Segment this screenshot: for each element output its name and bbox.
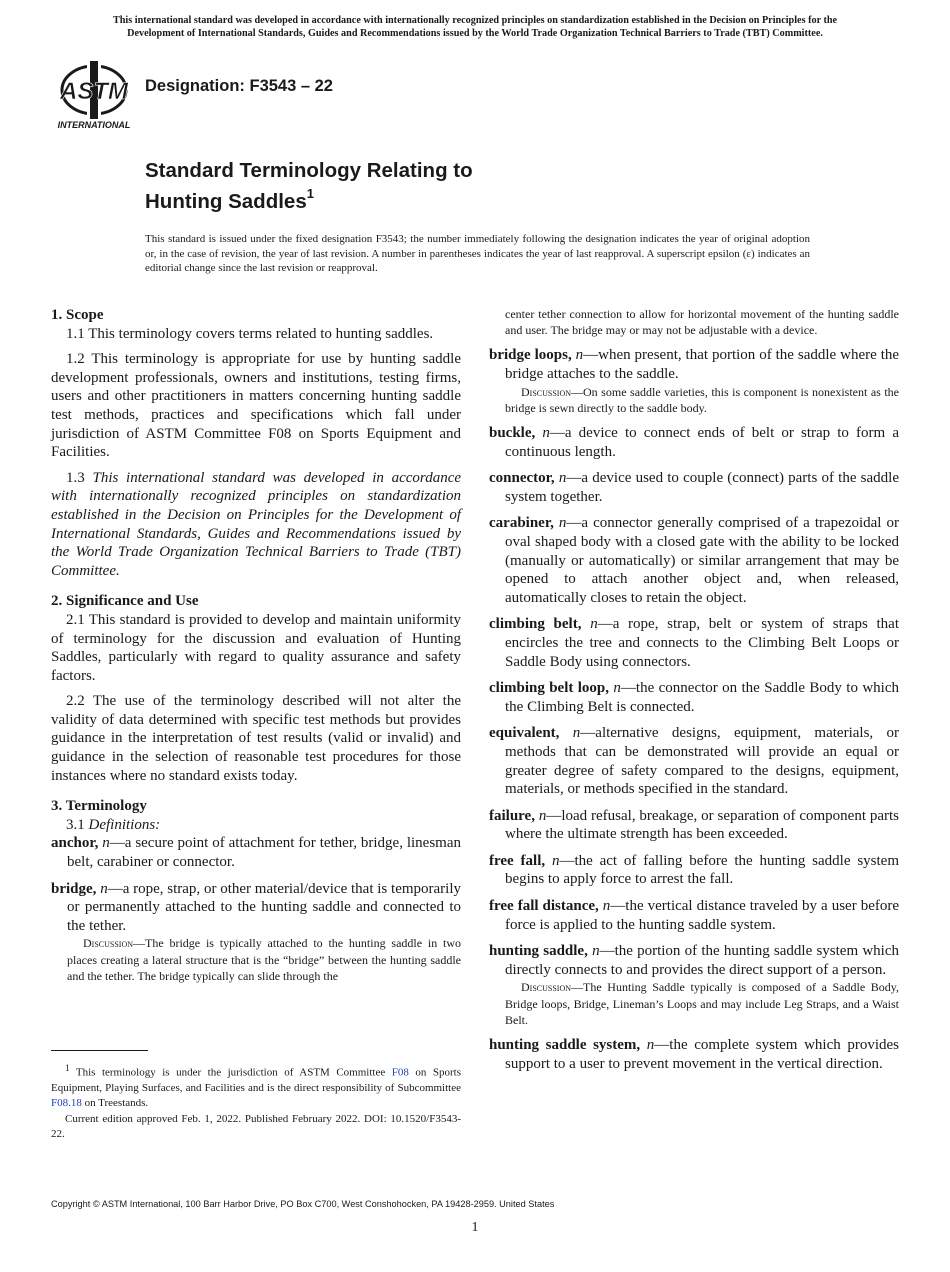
term-free-fall-word: free fall, [489,852,546,869]
term-free-fall-distance [489,897,899,934]
term-failure-pos: n [538,807,547,824]
term-connector-word: connector, [489,470,555,487]
para-2-2: 2.2 The use of the terminology described will not alter the validity of data determined with specific test methods but provides guidance in the interpretation of test results (valid or invalid) and guidance in the selection of reasonable test procedures for those instances where no standard exists today. [51,693,461,784]
title-line1: Standard Terminology Relating to [145,159,473,182]
term-free-fall-def: —the act of falling before the hunting saddle system begins to apply force to arrest the fall. [505,852,900,888]
title-line2 [145,183,473,214]
term-carabiner [489,514,899,607]
term-bridge-loops-word: bridge loops, [489,347,572,364]
term-connector-def: —a device used to couple (connect) parts of the saddle system together. [505,470,900,505]
logo-subtext: INTERNATIONAL [57,120,131,130]
term-carabiner-def: —a connector generally comprised of a trapezoidal or oval shaped body with a closed gate with the ability to be locked (manually or automatically) or similar arrangement that may be opened to attach another object and, when released, automatically closes to retain the object. [505,515,900,606]
page-number: 1 [471,1220,479,1235]
hunting-saddle-discussion [489,979,899,1028]
bridge-loops-discussion-text: —On some saddle varieties, this is component is nonexistent as the bridge is sewn directly to the saddle body. [505,384,899,415]
para-2-1: 2.1 This standard is provided to develop and maintain uniformity of terminology for the discussion and evaluation of Hunting Saddles, particularly with regard to quality assurance and safety factors. [51,611,461,684]
term-bridge-word: bridge, [51,880,97,897]
para-1-3-text: This international standard was developed in accordance with internationally recognized principles on standardization established in the Decision on Principles for the Development of International Standards, Guides and Recommendations issued by the World Trade Organization Technical Barriers to Trade (TBT) Committee. [51,469,462,579]
term-climbing-belt [489,615,899,671]
footnote-1-text-b: on Sports Equipment, Playing Surfaces, and Facilities and is the direct responsibility of Subcommittee [51,1066,461,1095]
term-failure [489,807,899,844]
term-anchor-def: —a secure point of attachment for tether, bridge, linesman belt, carabiner or connector. [67,835,461,871]
para-3-1-text: Definitions: [88,816,161,833]
para-1-3-number: 1.3 [66,469,85,486]
tbt-notice-line2: Development of International Standards, Guides and Recommendations issued by the World Trade Organization Technical Barriers to Trade (TBT) Committee. [127,27,823,39]
footnote-edition: Current edition approved Feb. 1, 2022. Published February 2022. DOI: 10.1520/F3543-22. [51,1112,461,1141]
link-f08-18[interactable]: F08.18 [51,1097,82,1110]
bridge-loops-discussion-label: Discussion [521,384,572,399]
term-climbing-belt-def: —a rope, strap, belt or system of straps that encircles the tree and connects to the Climbing Belt Loops or Saddle Body using connectors. [505,616,899,670]
bridge-discussion-continued: center tether connection to allow for horizontal movement of the hunting saddle and user. The bridge may or may not be adjustable with a device. [505,307,899,338]
term-hunting-saddle-system [489,1036,899,1073]
bridge-discussion [51,935,461,984]
term-buckle-word: buckle, [489,425,536,441]
term-equivalent-def: —alternative designs, equipment, materials, or methods that can be demonstrated will provide an equal or greater degree of safety compared to the designs, equipment, materials, or methods specified in the standard. [505,725,899,798]
term-connector-pos: n [558,470,567,487]
footnote [51,1061,461,1143]
term-free-fall-distance-def: —the vertical distance traveled by a user before force is applied to the hunting saddle system. [505,898,900,933]
term-anchor [51,834,461,871]
footnote-divider [51,1050,148,1051]
section-2-heading: 2. Significance and Use [51,593,199,610]
term-buckle-def: —a device to connect ends of belt or strap to form a continuous length. [505,425,899,460]
para-3-1 [51,816,461,835]
term-hunting-saddle-system-word: hunting saddle system, [489,1037,641,1054]
term-free-fall-pos: n [551,852,560,869]
term-anchor-pos: n [102,835,110,852]
term-free-fall [489,852,899,889]
term-bridge-loops-def: —when present, that portion of the saddle where the bridge attaches to the saddle. [505,347,900,382]
term-climbing-belt-pos: n [590,616,598,633]
term-failure-def: —load refusal, breakage, or separation of component parts where the ultimate strength has been exceeded. [505,807,900,843]
footnote-1-text-a: This terminology is under the jurisdiction of ASTM Committee [69,1066,392,1079]
right-column [489,306,899,1081]
title-line2-text: Hunting Saddles [145,189,307,213]
footnote-1 [51,1061,461,1112]
term-hunting-saddle-system-def: —the complete system which provides support to a user to prevent movement in the vertical direction. [505,1037,899,1072]
bridge-discussion-label: Discussion [83,936,134,951]
bridge-loops-discussion [489,384,899,416]
page-title [145,158,473,214]
left-column [51,306,461,990]
logo-text: ASTM [60,78,128,105]
term-carabiner-word: carabiner, [489,515,554,532]
tbt-notice [40,15,910,40]
term-connector [489,469,899,506]
term-failure-word: failure, [489,807,535,824]
footnote-1-mark: 1 [65,1063,70,1073]
term-climbing-belt-loop [489,679,899,716]
link-f08[interactable]: F08 [391,1066,409,1079]
term-hunting-saddle-def: —the portion of the hunting saddle system which directly connects to and provides the direct support of a person. [505,943,899,978]
term-carabiner-pos: n [558,515,567,532]
hunting-saddle-discussion-label: Discussion [521,980,572,995]
term-climbing-belt-loop-word: climbing belt loop, [489,680,610,697]
term-climbing-belt-loop-pos: n [613,680,621,697]
para-3-1-number: 3.1 [66,816,85,833]
term-climbing-belt-word: climbing belt, [489,616,582,633]
designation: Designation: F3543 – 22 [145,77,333,95]
term-bridge-def: —a rope, strap, or other material/device that is temporarily or permanently attached to the hunting saddle and connected to the tether. [67,880,462,934]
hunting-saddle-discussion-text: —The Hunting Saddle typically is composed of a Saddle Body, Bridge loops, Bridge, Lineman’s Loops and may include Leg Straps, and a Waist Belt. [505,980,899,1027]
term-bridge [51,880,461,936]
para-1-1: 1.1 This terminology covers terms related to hunting saddles. [66,325,434,342]
term-hunting-saddle-word: hunting saddle, [489,943,588,960]
term-bridge-loops [489,346,899,383]
term-buckle-pos: n [542,425,550,441]
para-1-3 [51,469,461,581]
issued-note: This standard is issued under the fixed designation F3543; the number immediately following the designation indicates the year of original adoption or, in the case of revision, the year of last revision. A number in parentheses indicates the year of last reapproval. A superscript epsilon (ε) indicates an editorial change since the last revision or reapproval. [145,233,810,275]
bridge-discussion-text: —The bridge is typically attached to the hunting saddle in two places creating a lateral structure that is the “bridge” between the hunting saddle and the tether. The bridge typically can slide through the [67,936,461,983]
term-anchor-word: anchor, [51,835,99,852]
tbt-notice-line1: This international standard was developed in accordance with internationally recognized principles on standardization established in the Decision on Principles for the [112,15,838,26]
astm-logo-icon [54,57,134,131]
term-equivalent-word: equivalent, [489,725,560,742]
term-free-fall-distance-pos: n [602,898,611,915]
section-3-heading: 3. Terminology [51,798,147,815]
term-bridge-pos: n [100,880,108,897]
term-free-fall-distance-word: free fall distance, [489,898,599,915]
copyright: Copyright © ASTM International, 100 Barr Harbor Drive, PO Box C700, West Conshohocken, PA 19428-2959. United States [51,1199,555,1209]
term-equivalent-pos: n [572,725,581,742]
title-footnote-mark: 1 [306,186,314,201]
term-buckle [489,424,899,461]
term-climbing-belt-loop-def: —the connector on the Saddle Body to which the Climbing Belt is connected. [505,680,900,715]
footnote-1-text-c: on Treestands. [81,1097,149,1110]
term-hunting-saddle [489,942,899,979]
section-1-heading: 1. Scope [51,307,104,323]
term-bridge-loops-pos: n [575,347,584,364]
term-equivalent [489,724,899,798]
term-hunting-saddle-system-pos: n [646,1037,655,1054]
term-hunting-saddle-pos: n [592,943,600,960]
para-1-2: 1.2 This terminology is appropriate for use by hunting saddle development professionals, owners and institutions, testing firms, users and other practitioners in matters concerning hunting saddle test methods, practices and specifications which fall under jurisdiction of ASTM Committee F08 on Sports Equipment and Facilities. [51,351,461,461]
